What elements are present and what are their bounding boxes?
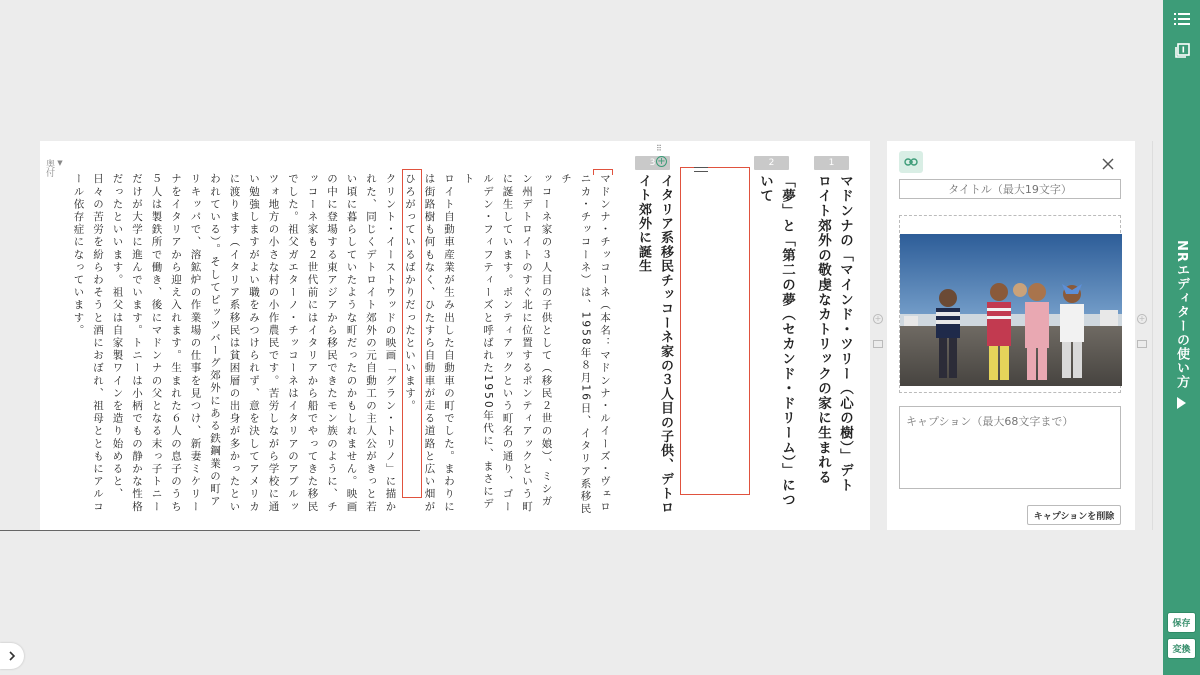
add-icon[interactable]: + (874, 314, 882, 323)
drag-handle-icon[interactable]: ⠿ (656, 144, 663, 153)
page-divider (0, 530, 420, 531)
close-icon[interactable] (1102, 155, 1116, 169)
save-button[interactable]: 保存 (1167, 612, 1196, 633)
image-column-selected[interactable] (680, 167, 750, 495)
editor-guide-label: NRエディターの使い方 (1174, 240, 1189, 389)
title-input[interactable] (899, 179, 1121, 199)
tab-1[interactable]: 1 (814, 156, 849, 170)
right-sidebar (1163, 0, 1200, 675)
expand-sidebar-button[interactable] (0, 643, 24, 669)
tab-2[interactable]: 2 (754, 156, 789, 170)
panel-insert-controls (1137, 314, 1147, 348)
editor-guide-link[interactable] (1163, 240, 1200, 430)
chevron-right-icon (8, 651, 16, 661)
page-subtitle[interactable]: 「夢」と「第二の夢（セカンド・ドリーム）」につ いて (757, 174, 795, 508)
add-icon[interactable]: + (1138, 314, 1146, 323)
pages-icon[interactable] (1171, 40, 1193, 62)
caption-input[interactable] (899, 406, 1121, 489)
photo (900, 234, 1122, 386)
play-icon (1177, 397, 1186, 409)
editor-page (40, 141, 870, 530)
tab-3[interactable]: 3 (635, 156, 670, 170)
insert-controls (873, 314, 885, 348)
convert-button[interactable]: 変換 (1167, 638, 1196, 659)
list-icon[interactable] (1171, 8, 1193, 30)
section-heading[interactable]: イタリア系移民チッコーネ家の３人目の子供、デトロ イト郊外に誕生 (636, 174, 673, 515)
image-settings-panel (887, 141, 1135, 530)
image-icon[interactable] (1137, 340, 1147, 348)
triangle-down-icon: ▼ (56, 159, 64, 167)
image-icon[interactable] (873, 340, 883, 348)
body-text[interactable]: マドンナ・チッコーネ（本名：マドンナ・ルイーズ・ヴェロ ニカ・チッコーネ）は、1958年８月16日、イタリア系移民チ ッコーネ家の３人目の子供として（移民２世の娘）、ミシガ ン州デトロイトのすぐ北に位置するポンティアックという町 に誕生しています。ポンティアックという町名の通り、ゴー ルデン・フィフティーズと呼ばれた1950年代に、まさにデト ロイト自動車産業が生み出した自動車の町でした。まわりに は街路樹も何もなく、ひたすら自動車が走る道路と広い畑が ひろがっているばかりだったといいます。 クリント・イーストウッドの映画「グラン・トリノ」に描か れた、同じくデトロイト郊外の元自動工の主人公がきっと若 い頃に暮らしていたような町だったのかもしれません。映画 の中に登場する東アジアから移民できたモン族のように、チ ッコーネ家も２世代前にはイタリアから船でやってきた移民 でした。祖父ガエターノ・チッコーネはイタリアのアブルッ ツォ地方の小さな村の小作農民です。苦労しながら学校に通 い勉強しますがよい職をみつけられず、意を決してアメリカ に渡ります（イタリア系移民は貧困層の出身が多かったとい われている）。そしてピッツバーグ郊外にある鉄鋼業の町ア リキッパで、溶鉱炉の作業場の仕事を見つけ、新妻ミケリー ナをイタリアから迎え入れます。生まれた６人の息子のうち ５人は製鉄所で働き、後にマドンナの父となる末っ子トニー だけが大学に進んでいます。トニーは小柄でもの静かな性格 だったといいます。祖父は自家製ワインを造り始めると、 日々の苦労を紛らわそうと酒におぼれ、祖母とともにアルコ ール依存症になっています。 (72, 173, 611, 516)
panel-divider (1152, 141, 1153, 530)
photo-dropzone[interactable] (899, 215, 1121, 393)
colophon-label[interactable]: ▼ 奥付 (44, 159, 64, 177)
link-icon[interactable] (899, 151, 923, 173)
add-block-icon[interactable]: + (657, 156, 666, 167)
page-title[interactable]: マドンナの「マインド・ツリー（心の樹）」デト ロイト郊外の敬虔なカトリックの家に生まれる (815, 174, 853, 493)
delete-caption-button[interactable]: キャプションを削除 (1027, 505, 1121, 525)
